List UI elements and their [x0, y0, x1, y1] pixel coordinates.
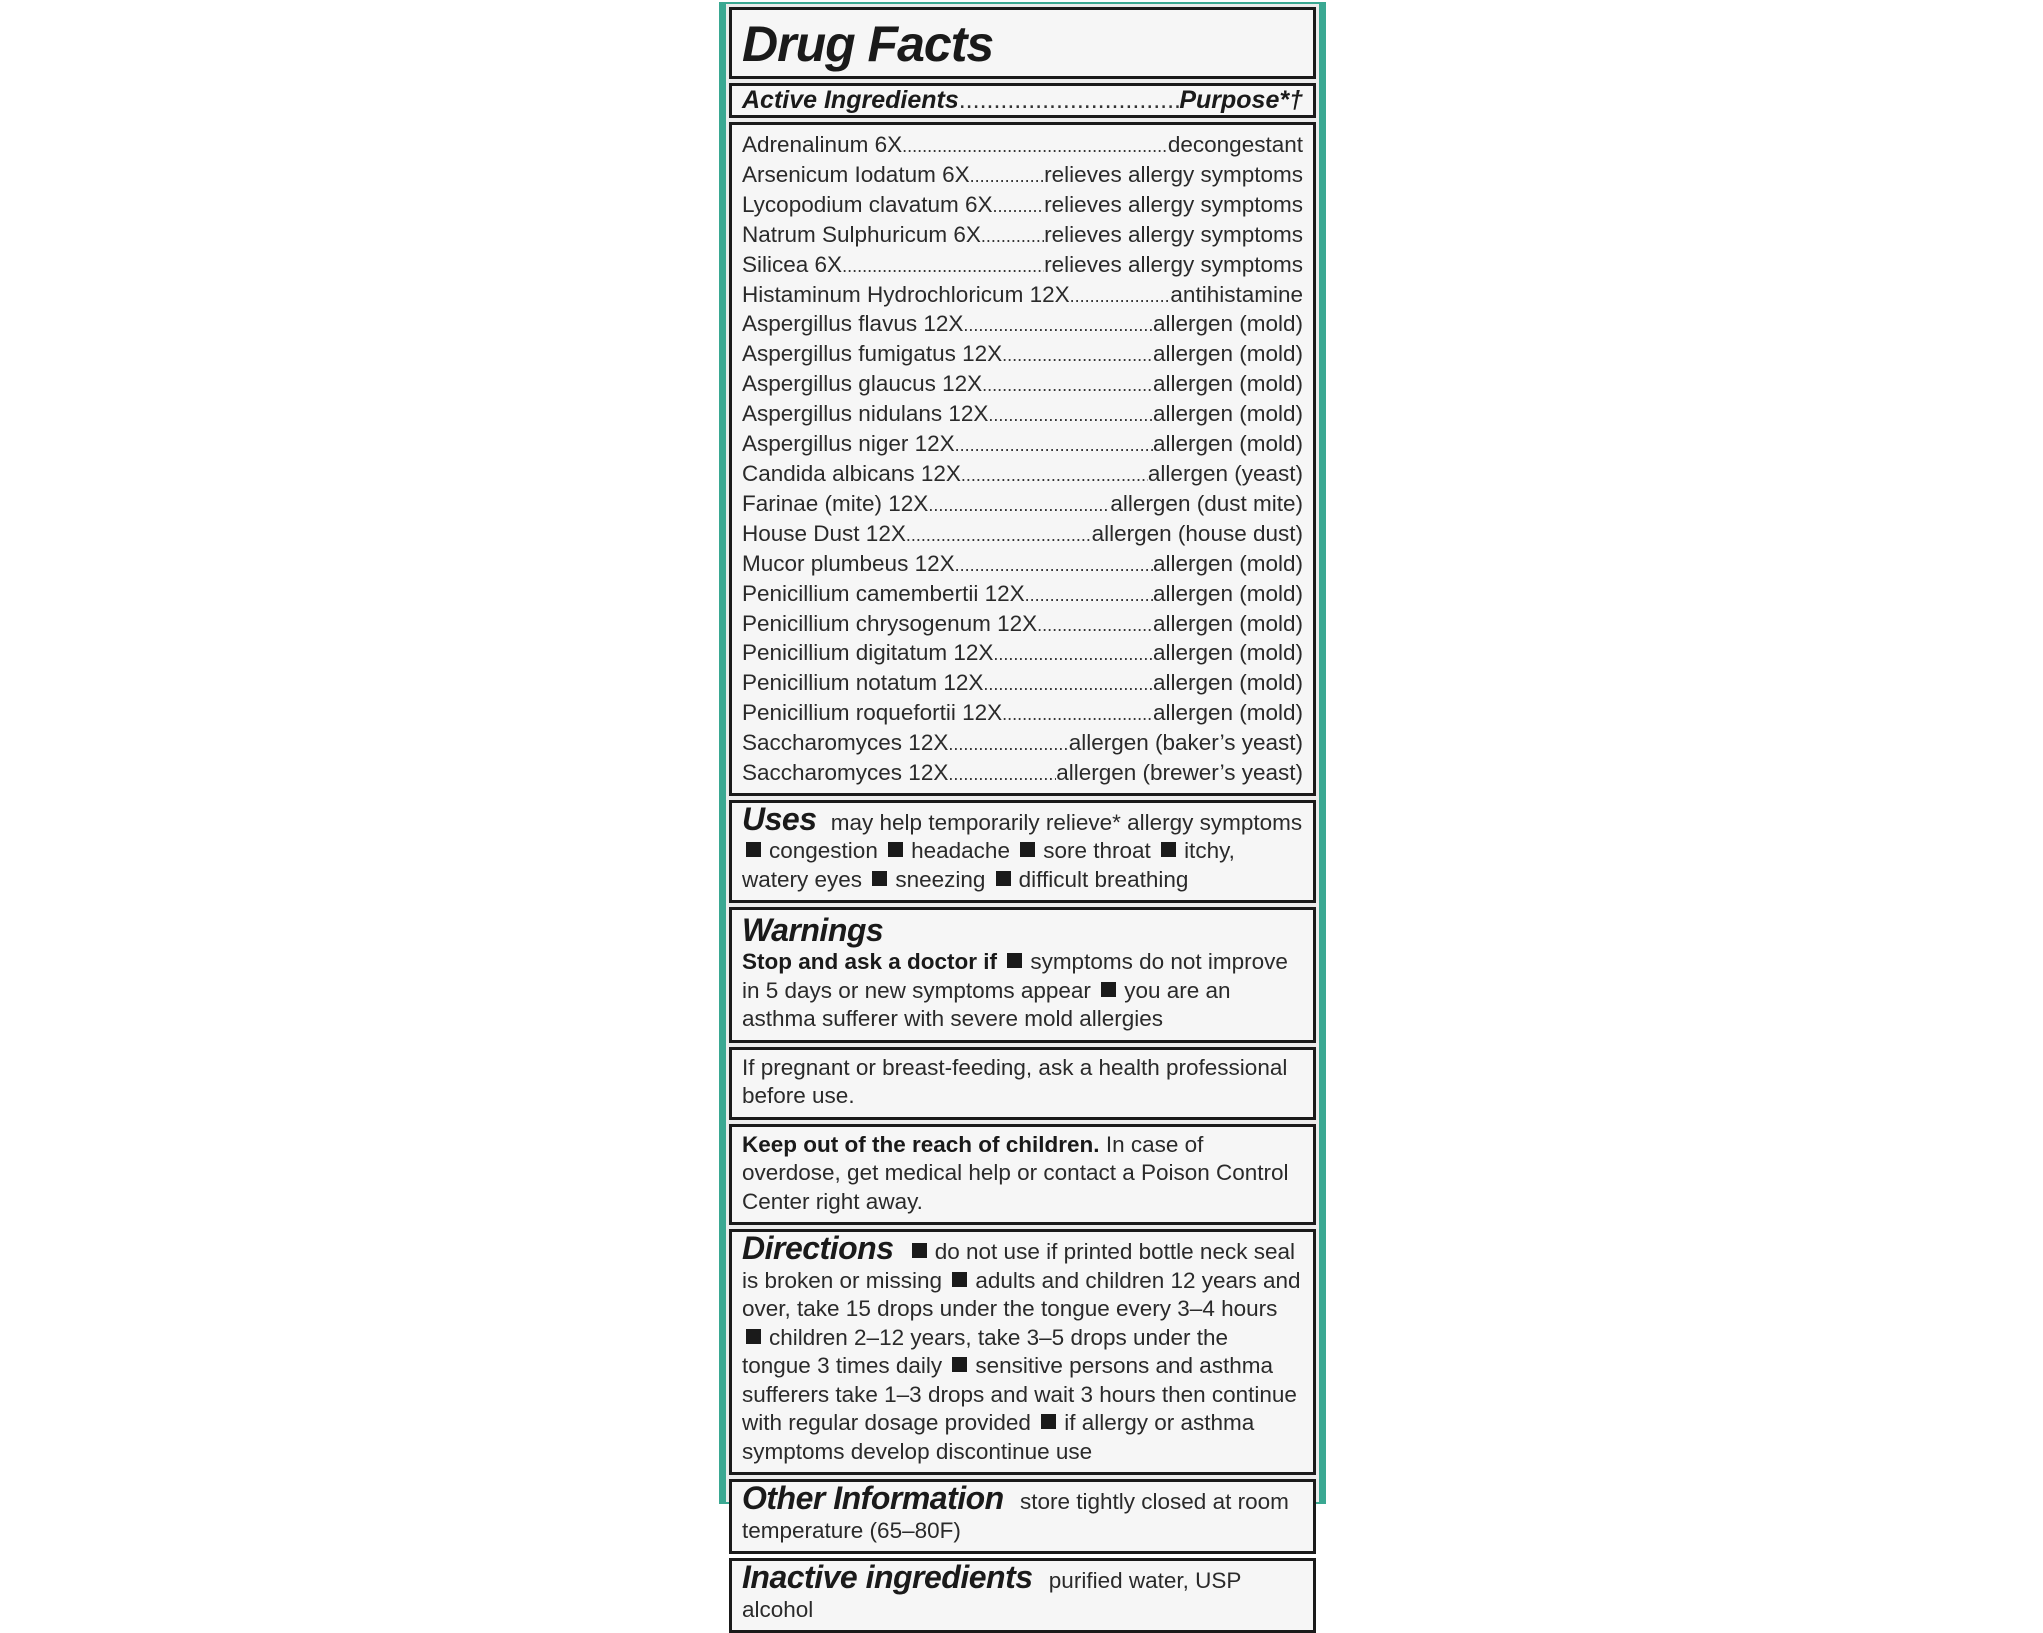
leader-dots	[963, 311, 1153, 340]
other-information-section	[729, 1479, 1316, 1554]
leader-dots	[961, 461, 1148, 490]
uses-section	[729, 800, 1316, 904]
bullet-square	[1161, 842, 1176, 857]
ingredient-name: Penicillium digitatum 12X	[742, 640, 994, 666]
direction-item: if allergy or asthma symptoms develop discontinue use	[742, 1410, 1255, 1464]
bullet-square	[746, 1329, 761, 1344]
ingredient-row	[742, 221, 1303, 251]
active-ingredients-header	[742, 86, 1303, 115]
keep-out-bold: Keep out of the reach of children.	[742, 1131, 1100, 1157]
ingredient-name: Lycopodium clavatum 6X	[742, 191, 993, 217]
active-ingredients-header-box	[729, 83, 1316, 118]
bullet-square	[952, 1357, 967, 1372]
inactive-ingredients-heading: Inactive ingredients	[742, 1559, 1033, 1596]
ingredient-purpose: allergen (mold)	[1152, 640, 1303, 666]
ingredient-row	[742, 131, 1303, 161]
ingredient-purpose: relieves allergy symptoms	[1044, 161, 1303, 187]
leader-dots	[1070, 282, 1171, 311]
title-box	[729, 7, 1316, 79]
leader-dots	[993, 192, 1045, 221]
ingredient-name: House Dust 12X	[742, 520, 906, 546]
ingredient-row	[742, 580, 1303, 610]
ingredient-purpose: allergen (mold)	[1152, 700, 1303, 726]
keep-out-warning	[729, 1124, 1316, 1226]
ingredient-row	[742, 400, 1303, 430]
warning-item: you are an asthma sufferer with severe mold allergies	[742, 977, 1231, 1032]
ingredient-row	[742, 430, 1303, 460]
ingredient-row	[742, 520, 1303, 550]
direction-item: children 2–12 years, take 3–5 drops under the tongue 3 times daily	[742, 1324, 1229, 1379]
bullet-square	[872, 871, 887, 886]
ingredient-name: Aspergillus glaucus 12X	[742, 371, 983, 397]
uses-item: headache	[911, 838, 1010, 864]
ingredient-row	[742, 281, 1303, 311]
ingredient-purpose: allergen (mold)	[1152, 670, 1303, 696]
leader-dots	[1002, 700, 1153, 729]
uses-item: congestion	[769, 838, 878, 864]
ingredient-purpose: allergen (mold)	[1152, 580, 1303, 606]
ingredient-name: Aspergillus fumigatus 12X	[742, 341, 1003, 367]
warnings-section	[729, 907, 1316, 1043]
leader-dots	[993, 640, 1153, 669]
leader-dots	[1002, 341, 1153, 370]
drug-facts-label	[719, 2, 1326, 1622]
direction-item: do not use if printed bottle neck seal is broken or missing	[742, 1239, 1295, 1293]
bullet-square	[888, 842, 903, 857]
ingredient-purpose: allergen (mold)	[1152, 311, 1303, 337]
ingredient-purpose: relieves allergy symptoms	[1044, 221, 1303, 247]
ingredient-purpose: allergen (mold)	[1152, 341, 1303, 367]
ingredient-row	[742, 251, 1303, 281]
other-information-text: store tightly closed at room temperature (65–80F)	[742, 1489, 1289, 1543]
ingredient-name: Natrum Sulphuricum 6X	[742, 221, 981, 247]
leader-dots	[955, 551, 1153, 580]
leader-dots	[955, 431, 1153, 460]
ingredient-purpose: allergen (brewer’s yeast)	[1056, 760, 1303, 786]
ingredient-name: Penicillium chrysogenum 12X	[742, 610, 1038, 636]
ingredient-purpose: allergen (mold)	[1152, 610, 1303, 636]
ingredient-name: Aspergillus nidulans 12X	[742, 401, 989, 427]
bullet-square	[952, 1272, 967, 1287]
ingredient-purpose: allergen (mold)	[1152, 550, 1303, 576]
leader-dots	[959, 86, 1180, 115]
ingredient-name: Aspergillus niger 12X	[742, 431, 955, 457]
leader-dots	[902, 132, 1168, 161]
inactive-ingredients-section	[729, 1558, 1316, 1633]
ingredient-name: Arsenicum Iodatum 6X	[742, 161, 970, 187]
pregnancy-warning-text: If pregnant or breast-feeding, ask a health professional before use.	[742, 1054, 1288, 1109]
ingredient-purpose: allergen (mold)	[1152, 371, 1303, 397]
ingredients-list	[729, 122, 1316, 796]
drug-facts-title: Drug Facts	[742, 16, 994, 72]
ingredient-purpose: allergen (yeast)	[1147, 460, 1303, 486]
leader-dots	[982, 371, 1153, 400]
ingredient-name: Saccharomyces 12X	[742, 760, 949, 786]
ingredient-name: Silicea 6X	[742, 251, 843, 277]
active-ingredients-heading: Active Ingredients	[742, 86, 959, 114]
ingredient-row	[742, 729, 1303, 759]
uses-heading: Uses	[742, 800, 817, 837]
ingredient-row	[742, 699, 1303, 729]
directions-heading: Directions	[742, 1230, 894, 1267]
leader-dots	[948, 730, 1068, 759]
leader-dots	[928, 491, 1110, 520]
ingredient-row	[742, 191, 1303, 221]
ingredient-purpose: allergen (baker’s yeast)	[1068, 730, 1303, 756]
keep-out-text: In case of overdose, get medical help or contact a Poison Control Center right away.	[742, 1131, 1289, 1214]
ingredient-name: Saccharomyces 12X	[742, 730, 949, 756]
leader-dots	[1025, 581, 1153, 610]
other-information-heading: Other Information	[742, 1480, 1004, 1517]
leader-dots	[948, 760, 1056, 789]
direction-item: adults and children 12 years and over, take 15 drops under the tongue every 3–4 hours	[742, 1267, 1301, 1322]
leader-dots	[981, 222, 1044, 251]
ingredient-name: Penicillium roquefortii 12X	[742, 700, 1003, 726]
warnings-heading: Warnings	[742, 912, 884, 949]
stop-ask-doctor-label: Stop and ask a doctor if	[742, 949, 998, 975]
ingredient-row	[742, 759, 1303, 789]
leader-dots	[906, 521, 1092, 550]
leader-dots	[988, 401, 1153, 430]
leader-dots	[970, 162, 1045, 191]
ingredient-row	[742, 310, 1303, 340]
ingredient-row	[742, 610, 1303, 640]
uses-intro: may help temporarily relieve* allergy symptoms	[830, 809, 1303, 835]
ingredient-name: Candida albicans 12X	[742, 460, 961, 486]
ingredient-name: Aspergillus flavus 12X	[742, 311, 964, 337]
ingredient-name: Farinae (mite) 12X	[742, 490, 929, 516]
pregnancy-warning	[729, 1047, 1316, 1120]
ingredient-row	[742, 340, 1303, 370]
leader-dots	[983, 670, 1153, 699]
ingredient-name: Histaminum Hydrochloricum 12X	[742, 281, 1070, 307]
bullet-square	[746, 842, 761, 857]
ingredient-purpose: antihistamine	[1170, 281, 1303, 307]
ingredient-row	[742, 669, 1303, 699]
warning-item: symptoms do not improve in 5 days or new symptoms appear	[742, 949, 1288, 1003]
ingredient-name: Mucor plumbeus 12X	[742, 550, 955, 576]
ingredient-purpose: allergen (house dust)	[1091, 520, 1303, 546]
ingredient-row	[742, 550, 1303, 580]
directions-section	[729, 1229, 1316, 1475]
inactive-ingredients-text: purified water, USP alcohol	[742, 1568, 1241, 1622]
ingredient-purpose: allergen (mold)	[1152, 401, 1303, 427]
uses-item: difficult breathing	[1018, 866, 1189, 892]
ingredient-row	[742, 370, 1303, 400]
leader-dots	[842, 252, 1044, 281]
ingredient-row	[742, 460, 1303, 490]
direction-item: sensitive persons and asthma sufferers take 1–3 drops and wait 3 hours then continue with regular dosage provided	[742, 1353, 1297, 1436]
ingredient-name: Penicillium notatum 12X	[742, 670, 984, 696]
bullet-square	[912, 1243, 927, 1258]
uses-item: sore throat	[1043, 838, 1151, 864]
ingredient-purpose: allergen (mold)	[1152, 431, 1303, 457]
leader-dots	[1037, 611, 1153, 640]
ingredient-purpose: relieves allergy symptoms	[1044, 251, 1303, 277]
ingredient-name: Penicillium camembertii 12X	[742, 580, 1025, 606]
ingredient-purpose: allergen (dust mite)	[1110, 490, 1303, 516]
bullet-square	[1007, 953, 1022, 968]
uses-item: itchy, watery eyes	[742, 838, 1235, 892]
ingredient-name: Adrenalinum 6X	[742, 132, 903, 157]
ingredient-row	[742, 161, 1303, 191]
uses-item: sneezing	[895, 866, 986, 892]
bullet-square	[996, 871, 1011, 886]
bullet-square	[1041, 1414, 1056, 1429]
bullet-square	[1020, 842, 1035, 857]
ingredient-purpose: decongestant	[1167, 132, 1303, 157]
purpose-heading: Purpose*†	[1179, 86, 1303, 114]
ingredient-row	[742, 490, 1303, 520]
bullet-square	[1101, 982, 1116, 997]
ingredient-row	[742, 639, 1303, 669]
ingredient-purpose: relieves allergy symptoms	[1044, 191, 1303, 217]
